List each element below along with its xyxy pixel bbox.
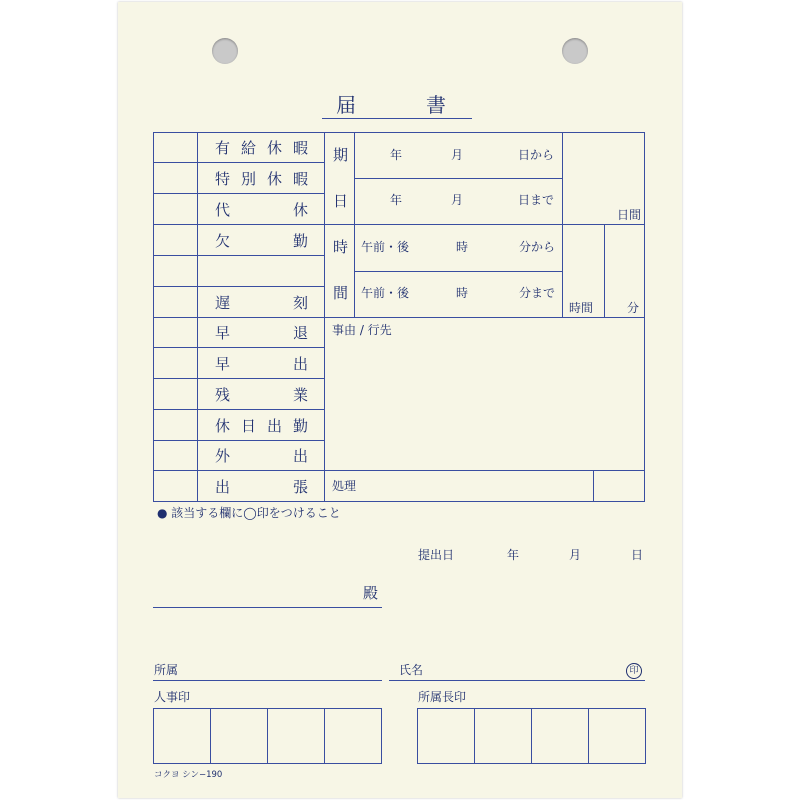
hr-stamp-label: 人事印: [154, 690, 191, 704]
affiliation-field[interactable]: [186, 660, 381, 679]
processing-label: 処理: [332, 479, 357, 493]
leave-type-label: 外 出: [215, 447, 308, 465]
leave-type-label: 有 給 休 暇: [215, 139, 308, 157]
leave-type-checkbox[interactable]: [154, 133, 197, 162]
time-label-top: 時: [333, 238, 349, 256]
leave-type-label: 代 休: [215, 201, 308, 219]
leave-type-label: 休 日 出 勤: [215, 417, 308, 435]
period-to-month: 月: [451, 193, 464, 207]
period-from-year: 年: [390, 148, 403, 162]
time-to-hour: 時: [456, 286, 469, 300]
time-from-ampm: 午前・後: [361, 240, 410, 254]
reason-field[interactable]: [325, 338, 643, 469]
leave-type-checkbox[interactable]: [154, 472, 197, 501]
submission-date-label: 提出日: [418, 548, 455, 562]
instruction-note: ● 該当する欄に◯印をつけること: [157, 506, 341, 520]
leave-type-checkbox[interactable]: [154, 288, 197, 317]
period-to-year: 年: [390, 193, 403, 207]
time-minutes-unit: 分: [627, 301, 640, 315]
name-field[interactable]: [430, 660, 620, 679]
leave-type-checkbox[interactable]: [154, 319, 197, 347]
period-to-day: 日まで: [518, 193, 555, 207]
time-from-hour: 時: [456, 240, 469, 254]
time-to-minute: 分まで: [519, 286, 556, 300]
period-days-unit: 日間: [617, 208, 642, 222]
seal-mark-icon: 印: [626, 663, 642, 679]
leave-type-checkbox[interactable]: [154, 380, 197, 409]
leave-type-label: 残 業: [215, 386, 308, 404]
period-from-day: 日から: [518, 148, 555, 162]
title-char-2: 書: [426, 93, 446, 117]
reason-label: 事由 / 行先: [332, 323, 392, 337]
leave-type-checkbox[interactable]: [154, 226, 197, 255]
time-to-ampm: 午前・後: [361, 286, 410, 300]
leave-type-checkbox[interactable]: [154, 411, 197, 440]
dept-head-stamp-label: 所属長印: [418, 690, 467, 704]
leave-type-label: 欠 勤: [215, 232, 308, 250]
affiliation-label: 所属: [154, 663, 179, 677]
submission-year: 年: [507, 548, 520, 562]
product-code: コクヨ シン−190: [154, 770, 223, 780]
leave-type-checkbox[interactable]: [154, 349, 197, 378]
time-from-minute: 分から: [519, 240, 556, 254]
submission-day: 日: [631, 548, 644, 562]
time-label-bottom: 間: [333, 284, 349, 302]
addressee-suffix: 殿: [363, 584, 379, 602]
time-hours-unit: 時間: [569, 301, 594, 315]
leave-type-checkbox[interactable]: [154, 257, 197, 286]
leave-type-label: 特 別 休 暇: [215, 170, 308, 188]
period-from-month: 月: [451, 148, 464, 162]
period-label-bottom: 日: [333, 192, 349, 210]
leave-type-checkbox[interactable]: [154, 195, 197, 224]
period-label-top: 期: [333, 146, 349, 164]
leave-type-checkbox[interactable]: [154, 164, 197, 193]
leave-type-label: 早 退: [215, 324, 308, 342]
leave-type-label: 早 出: [215, 355, 308, 373]
processing-field[interactable]: [360, 471, 592, 500]
addressee-field[interactable]: [153, 586, 358, 606]
leave-type-label: 出 張: [215, 478, 308, 496]
leave-type-checkbox[interactable]: [154, 442, 197, 470]
leave-type-label: 遅 刻: [215, 294, 308, 312]
title-char-1: 届: [336, 93, 356, 117]
name-label: 氏名: [399, 663, 424, 677]
submission-month: 月: [569, 548, 582, 562]
